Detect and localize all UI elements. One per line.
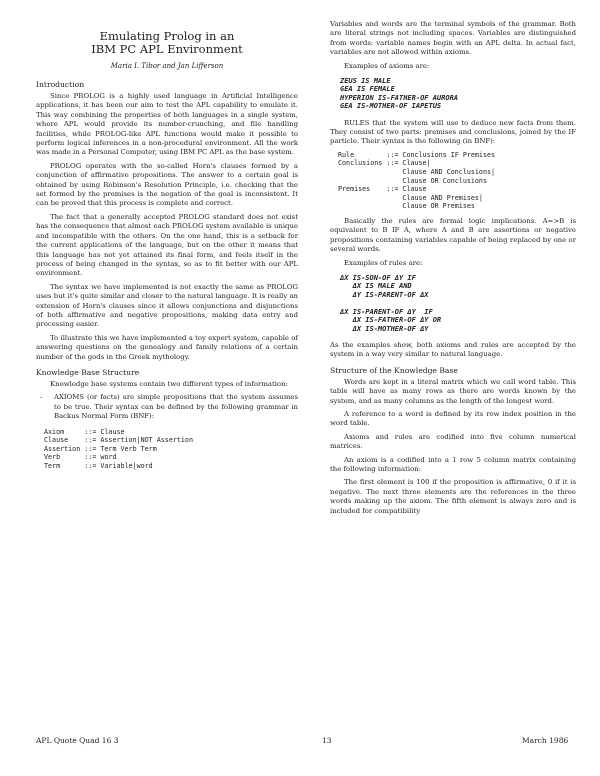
footer-page-number: 13 — [322, 736, 332, 745]
paragraph: Since PROLOG is a highly used language in Artificial Intelligence applications, it has been our aim to test the APL capability to emulate it. This way combining the properties of both languages in a single system, where APL would provide its number-crunching, and file handling facilities, while PROLOG-like APL functions would make it possible to perform logical inferences in a non-procedural environment. All the work was made in a Personal Computer, using IBM PC APL as the base system. — [36, 92, 298, 157]
paragraph: The syntax we have implemented is not exactly the same as PROLOG uses but it's quite similar and closer to the natural language. It is really an extension of Horn's clauses since it allows conjunctions and disjunctions of both affirmative and negative propositions, making data entry and processing easier. — [36, 282, 298, 329]
bullet-text: AXIOMS (or facts) are simple propositions that the system assumes to be true. Their syntax can be defined by the following grammar in Backus Normal Form (BNF): — [54, 393, 298, 421]
paragraph: Examples of axioms are: — [344, 61, 430, 70]
paragraph: Axioms and rules are codified into five column numerical matrices. — [330, 432, 576, 451]
paragraph: An axiom is a codified into a 1 row 5 column matrix containing the following information: — [330, 455, 576, 473]
paragraph: Examples of rules are: — [344, 258, 423, 267]
footer-date: March 1986 — [522, 736, 569, 745]
paragraph: Basically the rules are formal logic implications. A=>B is equivalent to B IF A, where A and B are assertions or negative propositions containing variables capable of being replaced by one or several words. — [330, 217, 576, 254]
left-column — [36, 30, 298, 477]
rule-examples: ΔX IS-SON-OF ΔY IF ΔX IS MALE AND ΔY IS-PARENT-OF ΔX ΔX IS-PARENT-OF ΔY IF ΔX IS-FATHER-OF ΔY OR ΔX IS-MOTHER-OF ΔY — [340, 274, 442, 333]
paragraph: PROLOG operates with the so-called Horn's clauses formed by a conjunction of affirmative propositions. The answer to a certain goal is obtained by using Robinson's Resolution Principle, i.e. checking that the set formed by the premises is the negation of the goal is inconsistent. It can be proved that this process is complete and correct. — [36, 161, 298, 208]
bullet-dash: - — [40, 393, 43, 402]
paragraph: Knowledge base systems contain two different types of information: — [50, 379, 288, 388]
paragraph: The fact that a generally accepted PROLOG standard does not exist has the consequence that almost each PROLOG system available is unique and incompatible with the others. On the one hand, this is a setback for the current applications of the language, but on the other it means that this language has not yet attained its final form, and feels itself in the process of being changed in the syntax, so as to fit better with our APL environment. — [36, 212, 298, 278]
heading-knowledge-base-structure: Knowledge Base Structure — [36, 367, 140, 377]
footer-journal: APL Quote Quad 16 3 — [36, 736, 119, 745]
paragraph: As the examples show, both axioms and rules are accepted by the system in a way very similar to natural language. — [330, 340, 576, 359]
paragraph: The first element is 100 if the proposition is affirmative, 0 if it is negative. The next three elements are the references in the three words making up the axiom. The fifth element is always zero and is included for compatibility — [330, 478, 576, 515]
authors: Maria I. Tibor and Jan Lifferson — [110, 62, 224, 70]
paragraph: A reference to a word is defined by its row index position in the word table. — [330, 409, 576, 428]
rule-grammar: Rule ::= Conclusions IF Premises Conclusions ::= Clause| Clause AND Conclusions| Clause OR Conclusions Premises ::= Clause Clause AND Premises| Clause OR Premises — [338, 150, 496, 211]
heading-introduction: Introduction — [36, 80, 85, 89]
axiom-grammar: Axiom ::= Clause Clause ::= Assertion|NOT Assertion Assertion ::= Term Verb Term Verb ::= word Term ::= Variable|word — [44, 427, 193, 470]
right-column — [330, 20, 576, 520]
paper-title — [36, 30, 298, 56]
paragraph: To illustrate this we have implemented a toy expert system, capable of answering questions on the genealogy and family relations of a certain number of the gods in the Greek mythology. — [36, 333, 298, 361]
axiom-examples: ZEUS IS MALE GEA IS FEMALE HYPERION IS-FATHER-OF AURORA GEA IS-MOTHER-OF IAPETUS — [340, 77, 459, 111]
heading-structure-knowledge-base: Structure of the Knowledge Base — [330, 365, 458, 375]
paragraph: Variables and words are the terminal symbols of the grammar. Both are literal strings not including spaces. Variables are distinguished from words: variable names begin with an APL delta. In actual fact, variables are not allowed within axioms. — [330, 20, 576, 57]
paragraph: RULES that the system will use to deduce new facts from them. They consist of two parts: premises and conclusions, joined by the IF particle. Their syntax is the following (in BNF): — [330, 118, 576, 146]
title-line-2: IBM PC APL Environment — [91, 42, 243, 56]
bullet-axioms — [40, 393, 298, 421]
title-line-1: Emulating Prolog in an — [99, 29, 235, 43]
paragraph: Words are kept in a literal matrix which we call word table. This table will have as many rows as there are words known by the system, and as many columns as the length of the longest word. — [330, 377, 576, 405]
